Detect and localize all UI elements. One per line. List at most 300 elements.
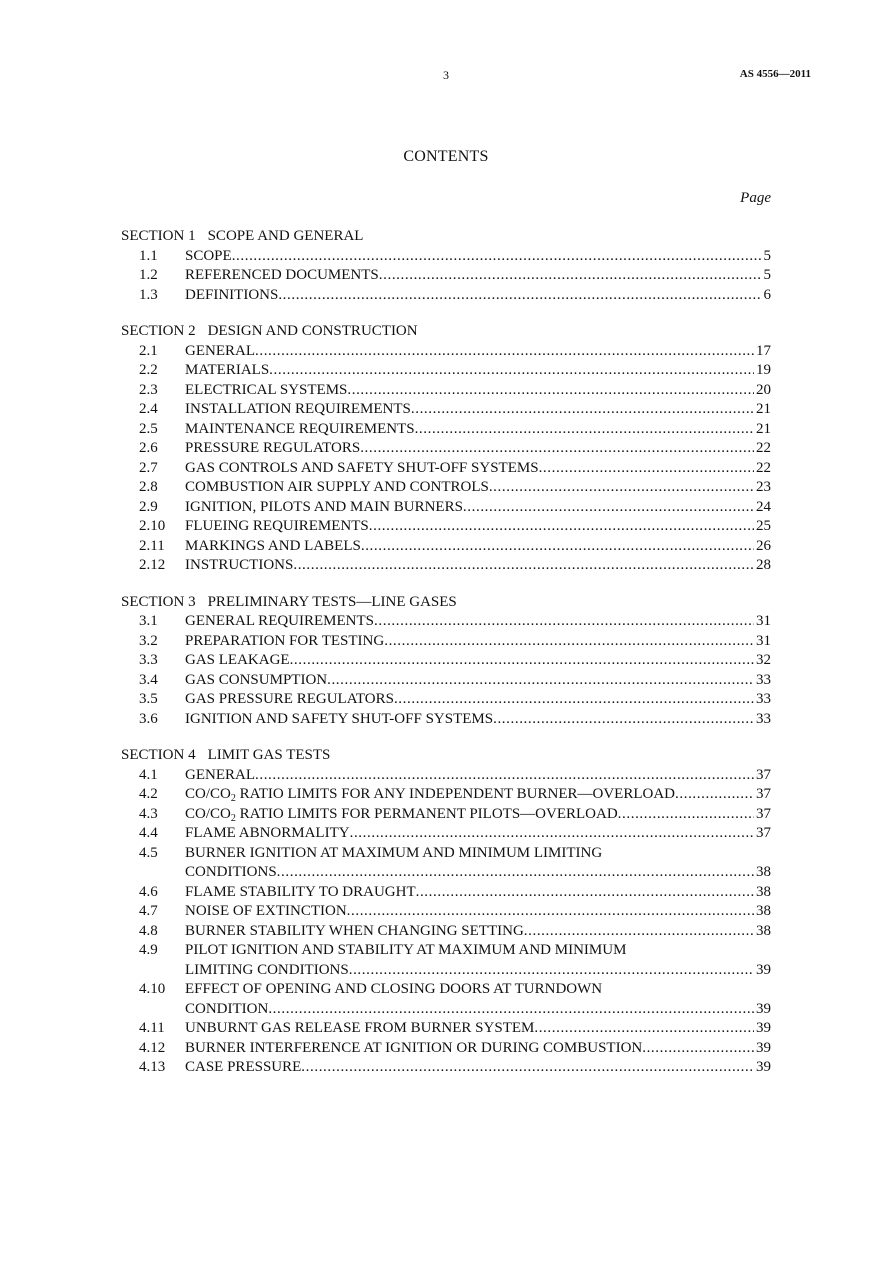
entry-number: 1.3 <box>139 286 158 303</box>
entry-body <box>185 498 771 518</box>
entry-page: 21 <box>756 420 771 437</box>
entry-leader-line <box>185 863 771 883</box>
entry-title-text: IGNITION, PILOTS AND MAIN BURNERS <box>185 498 463 515</box>
entry-title <box>185 400 411 420</box>
entry-number: 2.7 <box>139 459 158 476</box>
page-number: 3 <box>443 68 449 82</box>
dot-leader <box>255 342 754 362</box>
entry-page: 20 <box>756 381 771 398</box>
entry-leader-line <box>185 266 771 286</box>
entry-number: 3.4 <box>139 671 158 688</box>
entry-title-text: MATERIALS <box>185 362 270 378</box>
entry-title <box>185 247 232 267</box>
entry-body <box>185 247 771 267</box>
entry-title-text: GAS PRESSURE REGULATORS <box>185 691 394 707</box>
entry-leader-line <box>185 478 771 498</box>
entry-leader-line <box>185 400 771 420</box>
entry-title <box>185 902 347 922</box>
toc-entry[interactable] <box>121 361 771 381</box>
entry-title-text: ELECTRICAL SYSTEMS <box>185 381 348 398</box>
toc-entry[interactable] <box>121 671 771 691</box>
entry-number: 2.8 <box>139 479 158 495</box>
entry-page: 37 <box>756 825 771 841</box>
section-title: SCOPE AND GENERAL <box>207 228 364 244</box>
dot-leader <box>347 381 754 401</box>
toc-entry[interactable] <box>121 537 771 557</box>
entry-title <box>185 671 327 691</box>
entry-title <box>185 612 374 632</box>
entry-leader-line <box>185 690 771 710</box>
entry-page: 23 <box>756 479 771 495</box>
entry-number: 1.1 <box>139 247 158 264</box>
entry-leader-line <box>185 632 771 652</box>
entry-page: 22 <box>756 459 771 476</box>
toc-entry[interactable] <box>121 824 771 844</box>
entry-title-text: CASE PRESSURE <box>185 1059 302 1075</box>
entry-title-text: SCOPE <box>185 247 232 264</box>
entry-title <box>185 1000 268 1020</box>
entry-number: 1.2 <box>139 267 158 283</box>
dot-leader <box>384 632 754 652</box>
dot-leader <box>255 766 754 786</box>
entry-title <box>185 439 360 459</box>
toc-entry[interactable] <box>121 710 771 730</box>
toc-entry[interactable] <box>121 459 771 479</box>
entry-leader-line <box>185 342 771 362</box>
entry-title <box>185 883 416 903</box>
entry-number: 4.10 <box>139 981 166 997</box>
entry-page: 37 <box>756 805 771 822</box>
toc-entry[interactable] <box>121 1058 771 1078</box>
dot-leader <box>534 1019 754 1039</box>
dot-leader <box>277 863 754 883</box>
contents-title: CONTENTS <box>403 148 489 165</box>
entry-body <box>185 342 771 362</box>
entry-number: 3.2 <box>139 632 158 649</box>
entry-title <box>185 766 255 786</box>
entry-title-text: MARKINGS AND LABELS <box>185 537 361 554</box>
entry-body <box>185 439 771 459</box>
entry-subscript: 2 <box>230 812 236 824</box>
toc-entry[interactable] <box>121 517 771 537</box>
entry-body <box>185 766 771 786</box>
toc-entry[interactable] <box>121 342 771 362</box>
toc-entry[interactable] <box>121 805 771 825</box>
entry-title <box>185 785 675 805</box>
entry-number: 3.6 <box>139 710 158 727</box>
entry-page: 38 <box>756 883 771 900</box>
entry-page: 37 <box>756 786 771 802</box>
entry-body <box>185 824 771 844</box>
section-number: SECTION 3 <box>121 593 196 610</box>
toc-entry[interactable] <box>121 766 771 786</box>
dot-leader <box>493 710 754 730</box>
entry-title <box>185 824 350 844</box>
toc-section <box>121 746 771 1078</box>
entry-number: 4.8 <box>139 922 158 939</box>
entry-page: 33 <box>756 710 771 727</box>
entry-number: 4.11 <box>139 1020 165 1036</box>
toc-entry[interactable] <box>121 690 771 710</box>
entry-number: 4.7 <box>139 903 158 919</box>
entry-page: 37 <box>756 766 771 783</box>
dot-leader <box>675 785 754 805</box>
toc-entry[interactable] <box>121 400 771 420</box>
entry-title-rest: RATIO LIMITS FOR ANY INDEPENDENT BURNER—OVERLOAD <box>235 786 676 802</box>
entry-body <box>185 612 771 632</box>
entry-leader-line <box>185 671 771 691</box>
entry-number: 4.4 <box>139 825 158 841</box>
entry-page: 6 <box>763 286 771 303</box>
table-of-contents <box>121 227 771 1095</box>
entry-body <box>185 1019 771 1039</box>
entry-leader-line <box>185 498 771 518</box>
dot-leader <box>269 361 754 381</box>
dot-leader <box>347 902 754 922</box>
entry-title-text: FLAME STABILITY TO DRAUGHT <box>185 883 416 900</box>
entry-leader-line <box>185 537 771 557</box>
section-heading <box>121 227 771 247</box>
entry-title-text: INSTALLATION REQUIREMENTS <box>185 401 411 417</box>
entry-page: 19 <box>756 362 771 378</box>
entry-leader-line <box>185 286 771 306</box>
toc-entry[interactable] <box>121 439 771 459</box>
toc-entry[interactable] <box>121 420 771 440</box>
entry-leader-line <box>185 1000 771 1020</box>
entry-title-text: MAINTENANCE REQUIREMENTS <box>185 420 415 437</box>
toc-section <box>121 227 771 305</box>
entry-number: 4.6 <box>139 883 158 900</box>
dot-leader <box>411 400 754 420</box>
entry-body <box>185 286 771 306</box>
dot-leader <box>278 286 761 306</box>
entry-title <box>185 710 493 730</box>
entry-body <box>185 266 771 286</box>
entry-body <box>185 671 771 691</box>
entry-title <box>185 361 269 381</box>
entry-number: 2.4 <box>139 401 158 417</box>
entry-body <box>185 478 771 498</box>
entry-body <box>185 420 771 440</box>
dot-leader <box>642 1039 754 1059</box>
entry-leader-line <box>185 1058 771 1078</box>
dot-leader <box>489 478 754 498</box>
section-title: DESIGN AND CONSTRUCTION <box>207 323 418 339</box>
dot-leader <box>374 612 754 632</box>
dot-leader <box>539 459 754 479</box>
entry-number: 2.10 <box>139 518 166 534</box>
entry-body <box>185 400 771 420</box>
entry-page: 21 <box>756 401 771 417</box>
entry-number: 2.9 <box>139 498 158 515</box>
entry-title-line1: BURNER IGNITION AT MAXIMUM AND MINIMUM LIMITING <box>185 844 603 861</box>
entry-number: 3.1 <box>139 613 158 629</box>
toc-entry[interactable] <box>121 651 771 671</box>
entry-title <box>185 1058 301 1078</box>
entry-title-text: GAS CONTROLS AND SAFETY SHUT-OFF SYSTEMS <box>185 459 539 476</box>
entry-body <box>185 922 771 942</box>
entry-number: 2.1 <box>139 342 158 359</box>
entry-title <box>185 805 618 825</box>
entry-title <box>185 266 379 286</box>
entry-leader-line <box>185 1019 771 1039</box>
entry-title-text: INSTRUCTIONS <box>185 557 294 573</box>
entry-body <box>185 805 771 825</box>
toc-entry[interactable] <box>121 632 771 652</box>
dot-leader <box>301 1058 754 1078</box>
entry-title-text: CO/CO <box>185 805 231 822</box>
toc-entry[interactable] <box>121 1039 771 1059</box>
entry-page: 31 <box>756 632 771 649</box>
entry-body <box>185 361 771 381</box>
entry-number: 3.3 <box>139 652 158 668</box>
entry-leader-line <box>185 785 771 805</box>
entry-leader-line <box>185 883 771 903</box>
toc-entry[interactable] <box>121 1019 771 1039</box>
entry-title <box>185 961 349 981</box>
entry-page: 39 <box>756 1059 771 1075</box>
entry-page: 38 <box>756 903 771 919</box>
entry-title-text: IGNITION AND SAFETY SHUT-OFF SYSTEMS <box>185 710 494 727</box>
entry-title-text: GENERAL REQUIREMENTS <box>185 613 375 629</box>
entry-leader-line <box>185 922 771 942</box>
dot-leader <box>350 824 754 844</box>
toc-entry[interactable] <box>121 941 771 980</box>
entry-title-text: BURNER INTERFERENCE AT IGNITION OR DURING COMBUSTION <box>185 1039 643 1056</box>
entry-title-text: BURNER STABILITY WHEN CHANGING SETTING <box>185 922 524 939</box>
entry-body <box>185 883 771 903</box>
entry-title-text: PRESSURE REGULATORS <box>185 440 361 456</box>
section-heading <box>121 593 771 613</box>
entry-page: 5 <box>763 267 771 283</box>
section-number: SECTION 4 <box>121 747 196 763</box>
entry-leader-line <box>185 612 771 632</box>
entry-page: 31 <box>756 613 771 629</box>
entry-page: 28 <box>756 557 771 573</box>
section-title: PRELIMINARY TESTS—LINE GASES <box>207 593 457 610</box>
dot-leader <box>360 439 754 459</box>
entry-number: 2.2 <box>139 362 158 378</box>
entry-body <box>185 710 771 730</box>
dot-leader <box>618 805 754 825</box>
section-heading <box>121 322 771 342</box>
entry-title <box>185 286 278 306</box>
entry-leader-line <box>185 902 771 922</box>
entry-page: 26 <box>756 537 771 554</box>
entry-body <box>185 1039 771 1059</box>
dot-leader <box>369 517 754 537</box>
toc-entry[interactable] <box>121 883 771 903</box>
toc-entry[interactable] <box>121 844 771 883</box>
entry-subscript: 2 <box>230 793 236 804</box>
entry-body <box>185 690 771 710</box>
entry-leader-line <box>185 710 771 730</box>
dot-leader <box>361 537 754 557</box>
dot-leader <box>379 266 762 286</box>
entry-leader-line <box>185 420 771 440</box>
toc-section <box>121 322 771 576</box>
entry-title-text: DEFINITIONS <box>185 286 279 303</box>
entry-page: 38 <box>756 864 771 880</box>
entry-page: 39 <box>756 961 771 978</box>
entry-title <box>185 498 463 518</box>
entry-page: 5 <box>763 247 771 264</box>
entry-title-text: GENERAL <box>185 342 255 359</box>
entry-title <box>185 537 361 557</box>
page-column-label: Page <box>740 190 771 206</box>
entry-number: 2.6 <box>139 440 158 456</box>
entry-title <box>185 517 369 537</box>
entry-leader-line <box>185 766 771 786</box>
entry-body <box>185 381 771 401</box>
entry-title <box>185 342 255 362</box>
entry-body <box>185 980 771 1019</box>
entry-leader-line <box>185 1039 771 1059</box>
entry-title <box>185 556 293 576</box>
entry-number: 2.5 <box>139 420 158 437</box>
entry-title <box>185 632 384 652</box>
entry-body <box>185 556 771 576</box>
toc-entry[interactable] <box>121 556 771 576</box>
section-title: LIMIT GAS TESTS <box>207 747 331 763</box>
entry-body <box>185 517 771 537</box>
entry-body <box>185 459 771 479</box>
toc-entry[interactable] <box>121 980 771 1019</box>
entry-title-text: UNBURNT GAS RELEASE FROM BURNER SYSTEM <box>185 1020 535 1036</box>
entry-page: 24 <box>756 498 771 515</box>
entry-title-text: GENERAL <box>185 766 255 783</box>
section-number: SECTION 2 <box>121 323 196 339</box>
toc-entry[interactable] <box>121 266 771 286</box>
entry-number: 4.13 <box>139 1059 166 1075</box>
toc-entry[interactable] <box>121 785 771 805</box>
entry-title-text: LIMITING CONDITIONS <box>185 961 349 978</box>
entry-number: 4.1 <box>139 766 158 783</box>
entry-number: 3.5 <box>139 691 158 707</box>
toc-entry[interactable] <box>121 902 771 922</box>
entry-title <box>185 420 415 440</box>
entry-leader-line <box>185 439 771 459</box>
entry-body <box>185 1058 771 1078</box>
entry-page: 25 <box>756 518 771 534</box>
entry-title-rest: RATIO LIMITS FOR PERMANENT PILOTS—OVERLOAD <box>235 805 618 822</box>
entry-title-text: CONDITION <box>185 1000 269 1017</box>
entry-title <box>185 863 277 883</box>
toc-entry[interactable] <box>121 922 771 942</box>
entry-page: 39 <box>756 1039 771 1056</box>
entry-leader-line <box>185 961 771 981</box>
entry-leader-line <box>185 361 771 381</box>
entry-page: 33 <box>756 671 771 688</box>
entry-body <box>185 902 771 922</box>
entry-body <box>185 785 771 805</box>
dot-leader <box>394 690 754 710</box>
dot-leader <box>290 651 754 671</box>
section-heading <box>121 746 771 766</box>
dot-leader <box>524 922 754 942</box>
entry-title <box>185 690 394 710</box>
entry-title <box>185 1039 642 1059</box>
entry-title-text: GAS CONSUMPTION <box>185 671 328 688</box>
dot-leader <box>463 498 754 518</box>
entry-title-text: GAS LEAKAGE <box>185 652 290 668</box>
entry-title-text: CO/CO <box>185 786 231 802</box>
entry-title-text: COMBUSTION AIR SUPPLY AND CONTROLS <box>185 479 489 495</box>
entry-number: 4.3 <box>139 805 158 822</box>
entry-number: 4.9 <box>139 942 158 958</box>
entry-page: 32 <box>756 652 771 668</box>
entry-title-line1: EFFECT OF OPENING AND CLOSING DOORS AT TURNDOWN <box>185 981 603 997</box>
dot-leader <box>268 1000 754 1020</box>
entry-body <box>185 844 771 883</box>
entry-number: 2.11 <box>139 537 165 554</box>
entry-leader-line <box>185 517 771 537</box>
toc-entry[interactable] <box>121 286 771 306</box>
entry-title-text: FLAME ABNORMALITY <box>185 825 350 841</box>
entry-title-text: FLUEING REQUIREMENTS <box>185 518 369 534</box>
toc-entry[interactable] <box>121 498 771 518</box>
entry-body <box>185 537 771 557</box>
dot-leader <box>293 556 754 576</box>
entry-leader-line <box>185 381 771 401</box>
entry-title <box>185 922 524 942</box>
section-number: SECTION 1 <box>121 228 196 244</box>
entry-page: 33 <box>756 691 771 707</box>
entry-leader-line <box>185 651 771 671</box>
entry-title <box>185 651 290 671</box>
entry-page: 39 <box>756 1020 771 1036</box>
dot-leader <box>416 883 754 903</box>
entry-title-line1: PILOT IGNITION AND STABILITY AT MAXIMUM AND MINIMUM <box>185 942 627 958</box>
entry-number: 2.3 <box>139 381 158 398</box>
toc-entry[interactable] <box>121 381 771 401</box>
entry-page: 38 <box>756 922 771 939</box>
entry-leader-line <box>185 556 771 576</box>
entry-body <box>185 941 771 980</box>
dot-leader <box>415 420 754 440</box>
entry-leader-line <box>185 805 771 825</box>
entry-title-text: NOISE OF EXTINCTION <box>185 903 347 919</box>
entry-leader-line <box>185 824 771 844</box>
entry-number: 2.12 <box>139 557 166 573</box>
dot-leader <box>327 671 754 691</box>
entry-title <box>185 381 347 401</box>
entry-number: 4.12 <box>139 1039 166 1056</box>
entry-title-text: PREPARATION FOR TESTING <box>185 632 385 649</box>
entry-leader-line <box>185 459 771 479</box>
dot-leader <box>232 247 762 267</box>
entry-title-text: CONDITIONS <box>185 864 277 880</box>
toc-entry[interactable] <box>121 478 771 498</box>
entry-leader-line <box>185 247 771 267</box>
entry-title <box>185 478 489 498</box>
entry-body <box>185 651 771 671</box>
entry-number: 4.5 <box>139 844 158 861</box>
entry-title <box>185 1019 534 1039</box>
entry-title <box>185 459 539 479</box>
document-code: AS 4556—2011 <box>739 68 811 80</box>
dot-leader <box>349 961 754 981</box>
toc-entry[interactable] <box>121 247 771 267</box>
entry-title-text: REFERENCED DOCUMENTS <box>185 267 379 283</box>
toc-section <box>121 593 771 730</box>
entry-body <box>185 632 771 652</box>
toc-entry[interactable] <box>121 612 771 632</box>
entry-page: 39 <box>756 1000 771 1017</box>
entry-number: 4.2 <box>139 786 158 802</box>
entry-page: 17 <box>756 342 771 359</box>
entry-page: 22 <box>756 440 771 456</box>
